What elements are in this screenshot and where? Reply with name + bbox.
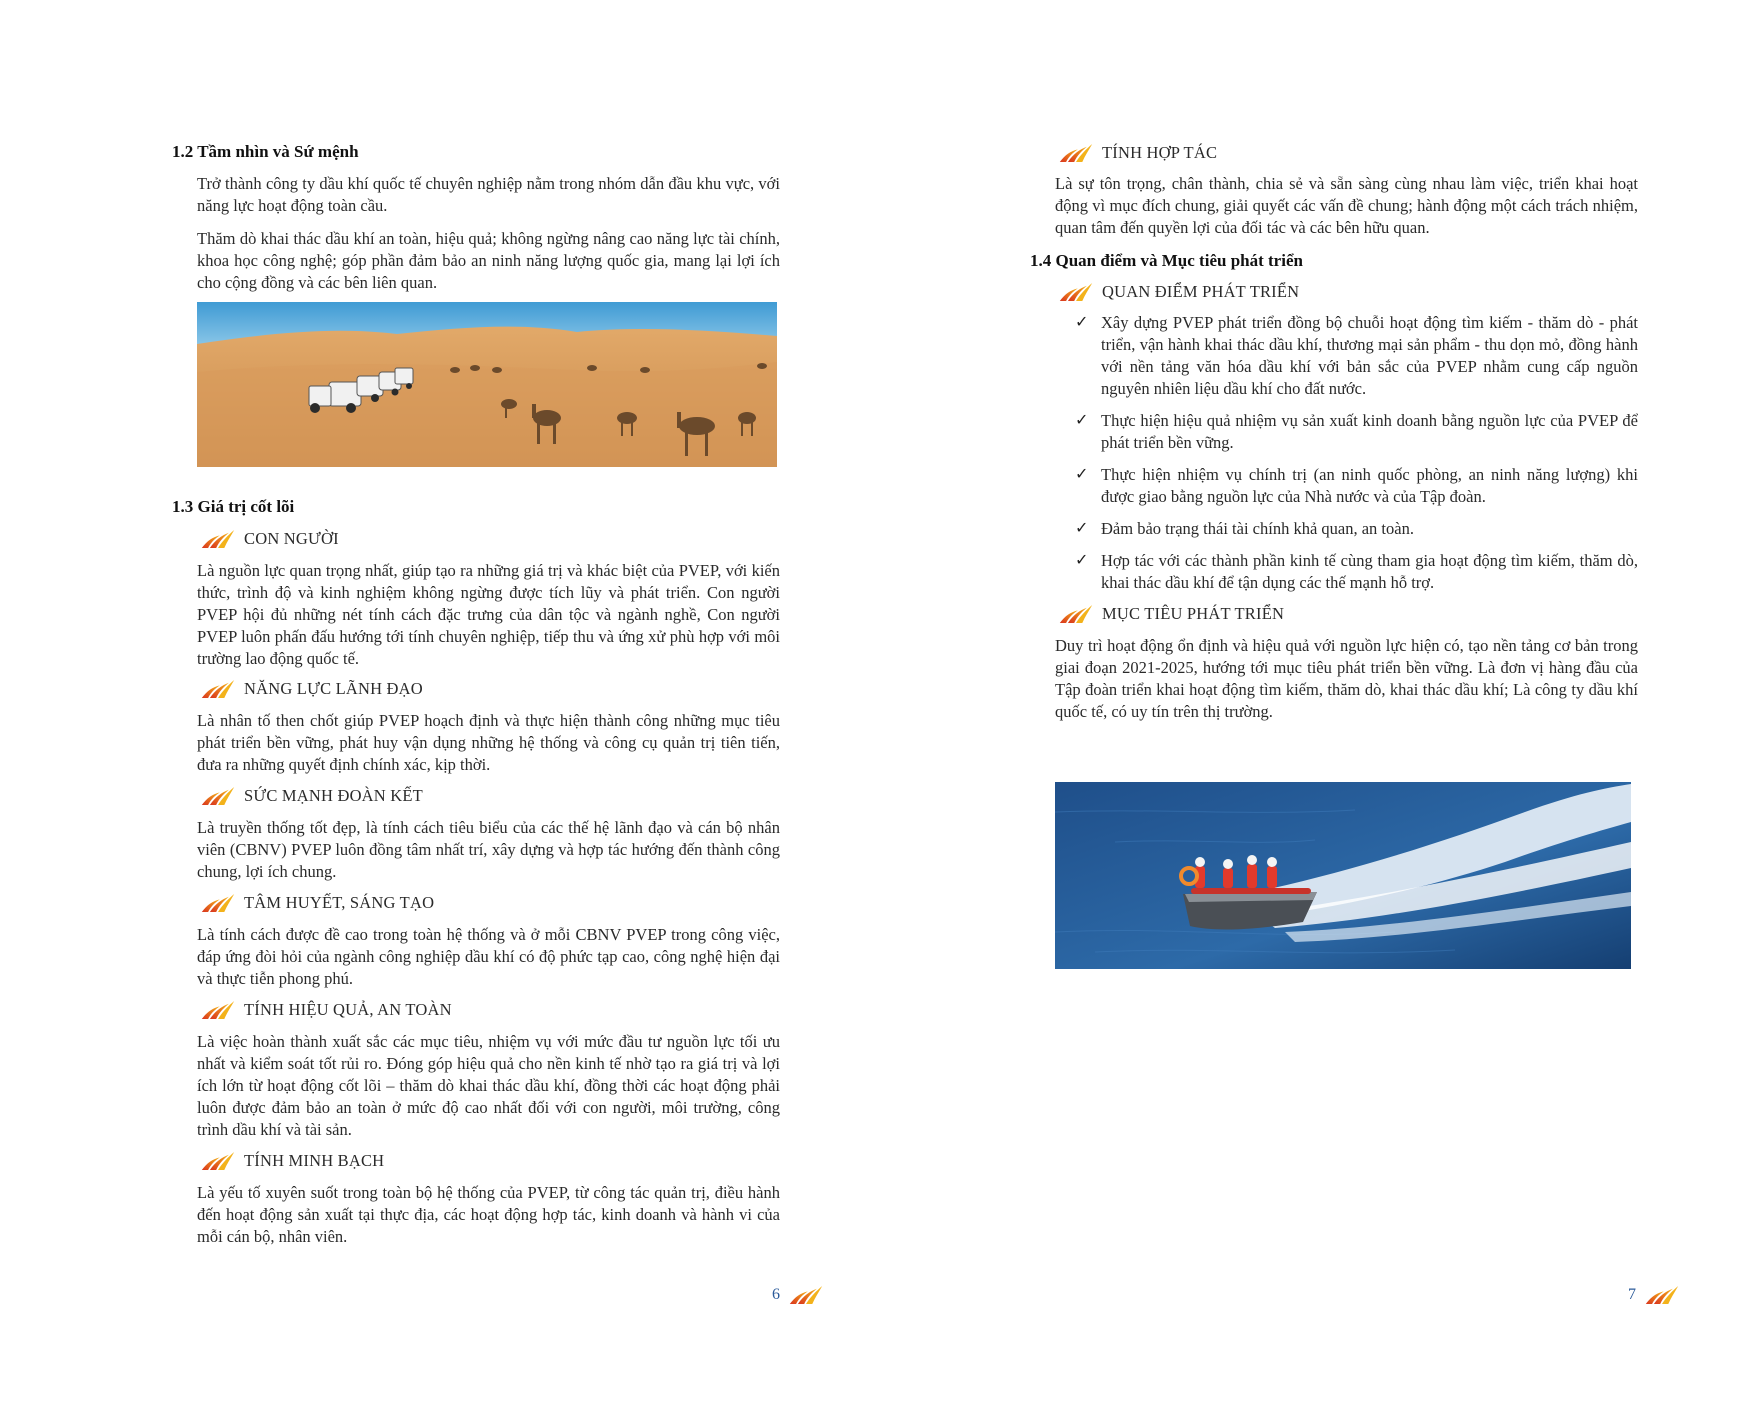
check-mark-icon: ✓ (1075, 520, 1089, 537)
section-1-4-title: 1.4 Quan điểm và Mục tiêu phát triển (1030, 251, 1303, 270)
value-title: TÍNH HỢP TÁC (1102, 143, 1218, 162)
mission-paragraph: Thăm dò khai thác dầu khí an toàn, hiệu quả; không ngừng nâng cao năng lực tài chính, khoa học công nghệ; góp phần đảm bảo an ninh năng lượng quốc gia, mang lại lợi ích cho cộng đồng và các bên liên quan. (197, 229, 780, 292)
value-description: Là tính cách được đề cao trong toàn hệ thống và ở mỗi CBNV PVEP trong công việc, đáp ứng đòi hỏi của ngành công nghiệp dầu khí có độ phức tạp cao, công nghệ hiện đại và thực tiễn phong phú. (197, 925, 780, 988)
section-1-2-title: 1.2 Tầm nhìn và Sứ mệnh (172, 142, 359, 161)
value-description: Là truyền thống tốt đẹp, là tính cách tiêu biểu của các thế hệ lãnh đạo và cán bộ nhân viên (CBNV) PVEP luôn đồng tâm nhất trí, xây dựng và hợp tác hướng đến thành công chung, lợi ích chung. (197, 818, 780, 881)
list-item: ✓ Xây dựng PVEP phát triển đồng bộ chuỗi hoạt động tìm kiếm - thăm dò - phát triển, vận hành khai thác dầu khí, thương mại sản phẩm - thu dọn mỏ, đồng hành với nền tảng văn hóa dầu khí với bản sắc của PVEP nhằm cung cấp nguồn nguyên nhiên liệu dầu khí cho đất nước. (1075, 313, 1638, 398)
page-number-left (772, 1284, 824, 1306)
list-item: ✓ Thực hiện nhiệm vụ chính trị (an ninh quốc phòng, an ninh năng lượng) khi được giao bằng nguồn lực của Nhà nước và của Tập đoàn. (1075, 465, 1638, 506)
value-nang-luc-lanh-dao-header (200, 678, 423, 700)
pvep-flame-logo-icon (1644, 1284, 1680, 1306)
page-number-right (1628, 1284, 1680, 1306)
viewpoint-title: QUAN ĐIỂM PHÁT TRIỂN (1102, 282, 1300, 301)
page-number: 6 (772, 1286, 780, 1303)
value-title: TÂM HUYẾT, SÁNG TẠO (244, 893, 435, 912)
left-page (0, 0, 877, 1414)
vision-paragraph: Trở thành công ty dầu khí quốc tế chuyên nghiệp nằm trong nhóm dẫn đầu khu vực, với năng lực hoạt động toàn cầu. (197, 174, 780, 215)
value-description: Là nhân tố then chốt giúp PVEP hoạch định và thực hiện thành công những mục tiêu phát triển bền vững, phát huy vận dụng những hệ thống và công cụ quản trị tiên tiến, đưa ra những quyết định chính xác, kịp thời. (197, 711, 780, 774)
value-title: TÍNH MINH BẠCH (244, 1151, 385, 1170)
speedboat-photo (1055, 782, 1631, 969)
value-tam-huyet-sang-tao-header (200, 892, 434, 914)
value-description: Là nguồn lực quan trọng nhất, giúp tạo ra những giá trị và khác biệt của PVEP, với kiến thức, trình độ và kinh nghiệm không ngừng được tích lũy và phát triển. Con người PVEP hội đủ những nét tính cách đặc trưng của dân tộc và ngành nghề, Con người PVEP luôn phấn đấu hướng tới tính chuyên nghiệp, tiếp thu và ứng xử phù hợp với môi trường lao động quốc tế. (197, 561, 780, 668)
pvep-flame-logo-icon (200, 999, 236, 1021)
viewpoint-header (1058, 281, 1299, 303)
value-title: SỨC MẠNH ĐOÀN KẾT (244, 786, 423, 805)
value-description: Là yếu tố xuyên suốt trong toàn bộ hệ thống của PVEP, từ công tác quản trị, điều hành đến hoạt động sản xuất tại thực địa, các hoạt động hợp tác, kinh doanh và hành vi của mỗi cán bộ, nhân viên. (197, 1183, 780, 1246)
page-number: 7 (1628, 1286, 1636, 1303)
value-minh-bach-header (200, 1150, 384, 1172)
value-description: Là sự tôn trọng, chân thành, chia sẻ và sẵn sàng cùng nhau làm việc, triển khai hoạt động vì mục đích chung, giải quyết các vấn đề chung; hành động một cách trách nhiệm, quan tâm đến quyền lợi của đối tác và các bên hữu quan. (1055, 174, 1638, 237)
value-title: TÍNH HIỆU QUẢ, AN TOÀN (244, 1000, 452, 1019)
desert-convoy-photo (197, 302, 777, 467)
pvep-flame-logo-icon (1058, 603, 1094, 625)
value-title: CON NGƯỜI (244, 529, 339, 548)
right-page (877, 0, 1755, 1414)
viewpoint-list (1075, 312, 1638, 604)
list-item: ✓ Thực hiện hiệu quả nhiệm vụ sản xuất kinh doanh bằng nguồn lực của PVEP để phát triển bền vững. (1075, 411, 1638, 452)
value-hieu-qua-an-toan-header (200, 999, 452, 1021)
value-description: Là việc hoàn thành xuất sắc các mục tiêu, nhiệm vụ với mức đầu tư nguồn lực tối ưu nhất và kiểm soát tốt rủi ro. Đóng góp hiệu quả cho nền kinh tế nhờ tạo ra giá trị và lợi ích lớn từ hoạt động cốt lõi – thăm dò khai thác dầu khí, đồng thời các hoạt động phải luôn được đảm bảo an toàn ở mức độ cao nhất đối với con người, môi trường, công trình dầu khí và tài sản. (197, 1032, 780, 1139)
pvep-flame-logo-icon (200, 528, 236, 550)
goal-title: MỤC TIÊU PHÁT TRIỂN (1102, 604, 1285, 623)
pvep-flame-logo-icon (1058, 142, 1094, 164)
check-mark-icon: ✓ (1075, 466, 1089, 483)
section-1-3-title: 1.3 Giá trị cốt lõi (172, 497, 295, 516)
pvep-flame-logo-icon (788, 1284, 824, 1306)
list-item: ✓ Đảm bảo trạng thái tài chính khả quan, an toàn. (1075, 519, 1414, 538)
pvep-flame-logo-icon (200, 785, 236, 807)
goal-header (1058, 603, 1284, 625)
value-hop-tac-header (1058, 142, 1217, 164)
pvep-flame-logo-icon (1058, 281, 1094, 303)
pvep-flame-logo-icon (200, 892, 236, 914)
pvep-flame-logo-icon (200, 678, 236, 700)
check-mark-icon: ✓ (1075, 552, 1089, 569)
value-title: NĂNG LỰC LÃNH ĐẠO (244, 679, 423, 698)
pvep-flame-logo-icon (200, 1150, 236, 1172)
value-suc-manh-doan-ket-header (200, 785, 423, 807)
check-mark-icon: ✓ (1075, 412, 1089, 429)
check-mark-icon: ✓ (1075, 314, 1089, 331)
value-con-nguoi-header (200, 528, 339, 550)
list-item: ✓ Hợp tác với các thành phần kinh tế cùng tham gia hoạt động tìm kiếm, thăm dò, khai thác dầu khí để tận dụng các thế mạnh hỗ trợ. (1075, 551, 1638, 592)
goal-paragraph: Duy trì hoạt động ổn định và hiệu quả với nguồn lực hiện có, tạo nền tảng cơ bản trong giai đoạn 2021-2025, hướng tới mục tiêu phát triển bền vững. Là đơn vị hàng đầu của Tập đoàn triển khai hoạt động tìm kiếm, thăm dò, khai thác dầu khí; Là công ty dầu khí quốc tế, có uy tín trên thị trường. (1055, 636, 1638, 721)
